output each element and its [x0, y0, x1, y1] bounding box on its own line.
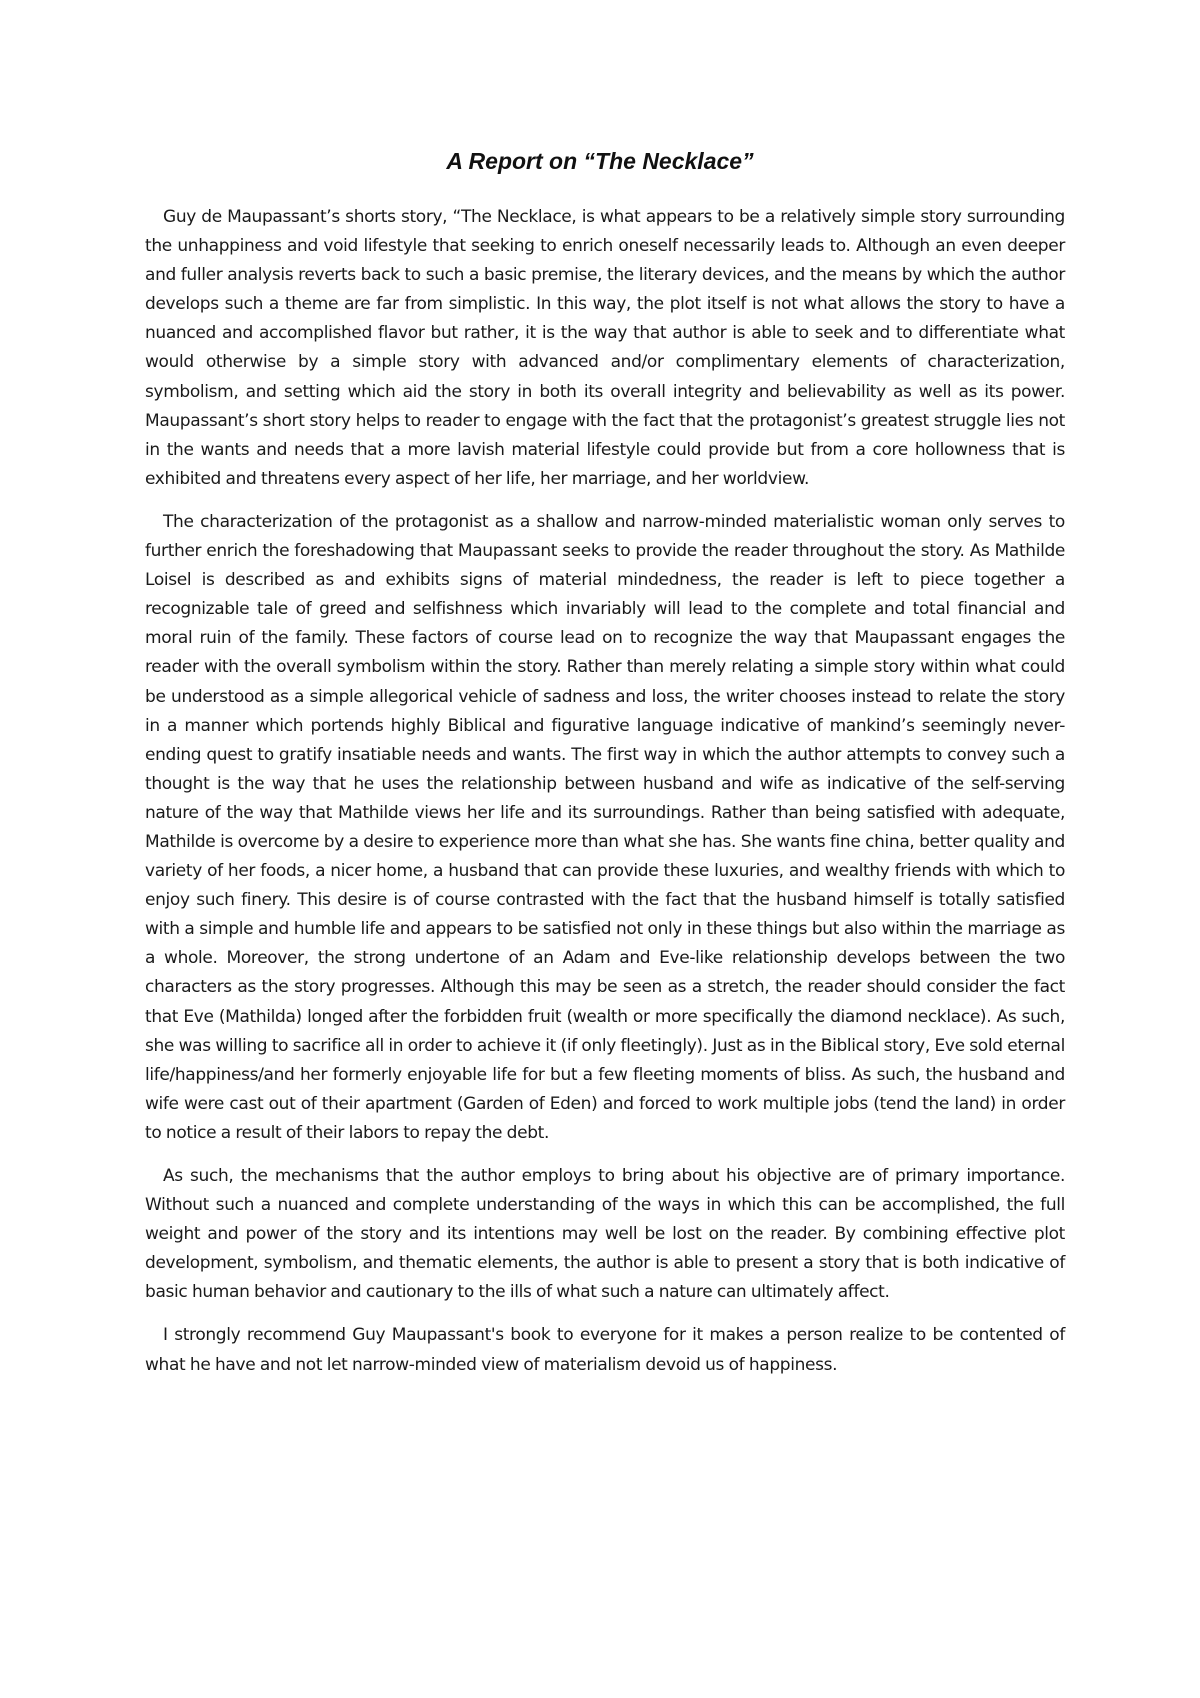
paragraph-characterization: The characterization of the protagonist as a shallow and narrow-minded materialistic woman only serves to further enrich the foreshadowing that Maupassant seeks to provide the reader throughout the story. As Mathilde Loisel is described as and exhibits signs of material mindedness, the reader is left to piece together a recognizable tale of greed and selfishness which invariably will lead to the complete and total financial and moral ruin of the family. These factors of course lead on to recognize the way that Maupassant engages the reader with the overall symbolism within the story. Rather than merely relating a simple story within what could be understood as a simple allegorical vehicle of sadness and loss, the writer chooses instead to relate the story in a manner which portends highly Biblical and figurative language indicative of mankind’s seemingly never-ending quest to gratify insatiable needs and wants. The first way in which the author attempts to convey such a thought is the way that he uses the relationship between husband and wife as indicative of the self-serving nature of the way that Mathilde views her life and its surroundings. Rather than being satisfied with adequate, Mathilde is overcome by a desire to experience more than what she has. She wants fine china, better quality and variety of her foods, a nicer home, a husband that can provide these luxuries, and wealthy friends with which to enjoy such finery. This desire is of course contrasted with the fact that the husband himself is totally satisfied with a simple and humble life and appears to be satisfied not only in these things but also within the marriage as a whole. Moreover, the strong undertone of an Adam and Eve-like relationship develops between the two characters as the story progresses. Although this may be seen as a stretch, the reader should consider the fact that Eve (Mathilda) longed after the forbidden fruit (wealth or more specifically the diamond necklace). As such, she was willing to sacrifice all in order to achieve it (if only fleetingly). Just as in the Biblical story, Eve sold eternal life/happiness/and her formerly enjoyable life for but a few fleeting moments of bliss. As such, the husband and wife were cast out of their apartment (Garden of Eden) and forced to work multiple jobs (tend the land) in order to notice a result of their labors to repay the debt.	[145, 511, 1065, 1143]
paragraph-introduction: Guy de Maupassant’s shorts story, “The Necklace, is what appears to be a relatively simple story surrounding the unhappiness and void lifestyle that seeking to enrich oneself necessarily leads to. Although an even deeper and fuller analysis reverts back to such a basic premise, the literary devices, and the means by which the author develops such a theme are far from simplistic. In this way, the plot itself is not what allows the story to have a nuanced and accomplished flavor but rather, it is the way that author is able to seek and to differentiate what would otherwise by a simple story with advanced and/or complimentary elements of characterization, symbolism, and setting which aid the story in both its overall integrity and believability as well as its power. Maupassant’s short story helps to reader to engage with the fact that the protagonist’s greatest struggle lies not in the wants and needs that a more lavish material lifestyle could provide but from a core hollowness that is exhibited and threatens every aspect of her life, her marriage, and her worldview.	[145, 207, 1065, 489]
paragraph-mechanisms: As such, the mechanisms that the author employs to bring about his objective are of primary importance. Without such a nuanced and complete understanding of the ways in which this can be accomplished, the full weight and power of the story and its intentions may well be lost on the reader. By combining effective plot development, symbolism, and thematic elements, the author is able to present a story that is both indicative of basic human behavior and cautionary to the ills of what such a nature can ultimately affect.	[145, 1166, 1065, 1303]
document-title: A Report on “The Necklace”	[446, 148, 754, 174]
paragraph-recommendation: I strongly recommend Guy Maupassant's book to everyone for it makes a person realize to be contented of what he have and not let narrow-minded view of materialism devoid us of happiness.	[145, 1325, 1065, 1375]
document-body	[145, 203, 1065, 1394]
